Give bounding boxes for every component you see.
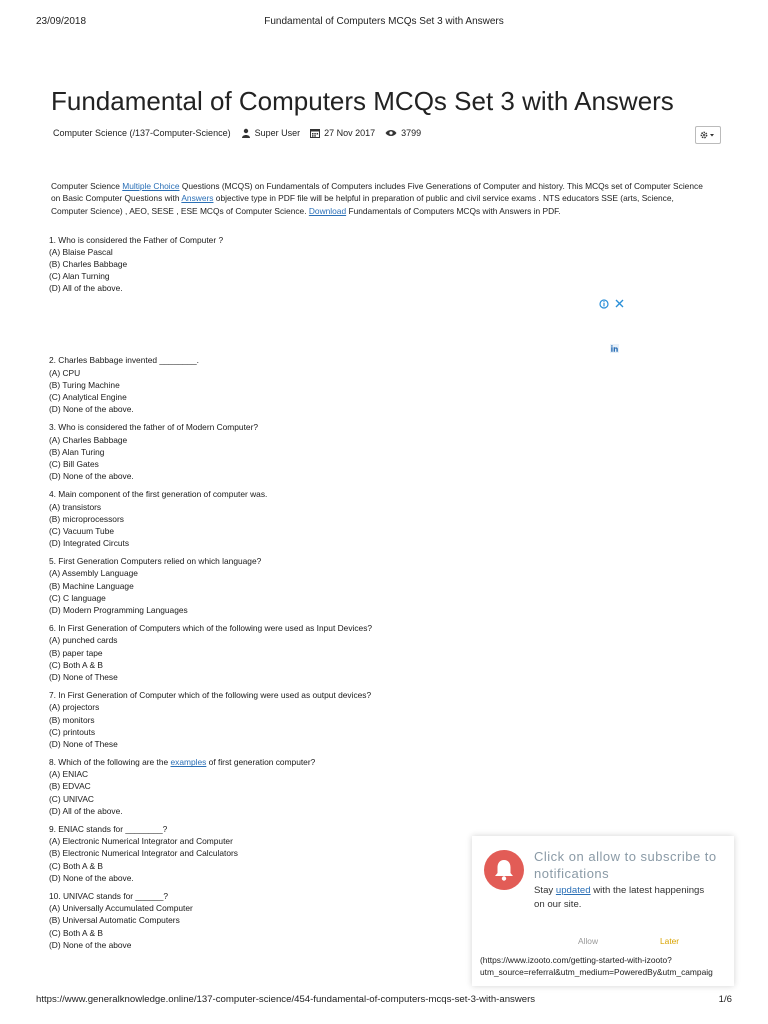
close-icon[interactable]	[615, 299, 624, 308]
print-footer	[36, 994, 732, 1008]
option: (C) Alan Turning	[49, 271, 110, 282]
category-link[interactable]: Computer Science (/137-Computer-Science)	[53, 128, 231, 138]
bell-badge	[484, 850, 524, 890]
option: (D) None of the above.	[49, 872, 134, 883]
gear-icon	[700, 131, 716, 139]
option: (D) None of the above	[49, 939, 132, 950]
question-text: 9. ENIAC stands for ________?	[49, 824, 168, 835]
option: (D) All of the above.	[49, 805, 123, 816]
option: (B) monitors	[49, 714, 95, 725]
option: (A) Universally Accumulated Computer	[49, 903, 193, 914]
option: (A) transistors	[49, 501, 102, 512]
question-text: 2. Charles Babbage invented ________.	[49, 355, 199, 366]
option: (A) punched cards	[49, 635, 118, 646]
question-text-pre: 8. Which of the following are the	[49, 757, 171, 768]
powered-by-line-1: (https://www.izooto.com/getting-started-with-izooto?	[480, 955, 672, 965]
intro-text-4: Fundamentals of Computers MCQs with Answers in PDF.	[346, 205, 561, 216]
question-item	[49, 488, 469, 548]
ad-badge	[610, 340, 619, 358]
intro-text-2: Questions (MCQS) on Fundamentals of Computers includes Five Generations of Computer and history. This MCQs set of Computer Science on Basic Computer Questions with	[51, 181, 703, 204]
later-button[interactable]: Later	[660, 936, 680, 946]
option: (C) Both A & B	[49, 927, 103, 938]
powered-by-line-2: utm_source=referral&utm_medium=PoweredBy&utm_campaig	[480, 967, 713, 977]
option: (D) None of These	[49, 671, 118, 682]
calendar-icon	[310, 128, 320, 138]
option: (B) Electronic Numerical Integrator and Calculators	[49, 848, 238, 859]
user-icon	[241, 128, 251, 138]
page-title: Fundamental of Computers MCQs Set 3 with Answers	[51, 86, 674, 116]
print-date: 23/09/2018	[36, 16, 87, 27]
option: (B) Turing Machine	[49, 379, 120, 390]
powered-by-link[interactable]	[480, 954, 734, 978]
view-count-text: 3799	[401, 128, 422, 138]
notification-headline: Click on allow to subscribe to notifications	[534, 849, 717, 881]
question-text: 5. First Generation Computers relied on which language?	[49, 556, 262, 567]
answers-link[interactable]: Answers	[181, 193, 214, 204]
author-name: Super User	[254, 128, 301, 138]
option: (A) CPU	[49, 367, 81, 378]
option: (B) Alan Turing	[49, 446, 105, 457]
question-text: 10. UNIVAC stands for ______?	[49, 891, 169, 902]
question-item	[49, 890, 469, 950]
option: (A) Assembly Language	[49, 568, 138, 579]
option: (D) None of the above.	[49, 470, 134, 481]
examples-link[interactable]: examples	[170, 757, 207, 768]
view-count	[385, 128, 421, 138]
questions-list	[49, 234, 469, 957]
linkedin-icon[interactable]	[610, 344, 619, 353]
option: (B) microprocessors	[49, 513, 124, 524]
question-text: 1. Who is considered the Father of Computer ?	[49, 235, 224, 245]
updated-link[interactable]: updated	[555, 885, 591, 896]
eye-icon	[385, 128, 397, 138]
option: (B) Universal Automatic Computers	[49, 915, 180, 926]
option: (A) ENIAC	[49, 769, 89, 780]
article-tools-button[interactable]	[695, 126, 721, 144]
question-text-post: of first generation computer?	[206, 757, 316, 768]
option: (B) paper tape	[49, 647, 103, 658]
option: (A) projectors	[49, 702, 100, 713]
question-item	[49, 234, 469, 294]
option: (A) Electronic Numerical Integrator and Computer	[49, 836, 233, 847]
option: (B) Charles Babbage	[49, 259, 128, 270]
option: (D) None of the above.	[49, 403, 134, 414]
multiple-choice-link[interactable]: Multiple Choice	[122, 181, 180, 191]
question-item	[49, 421, 469, 481]
print-header	[36, 16, 732, 30]
article-meta	[53, 128, 431, 138]
option: (C) Analytical Engine	[49, 391, 127, 402]
notification-subtext-post: with the latest happenings on our site.	[534, 885, 705, 910]
option: (C) Bill Gates	[49, 458, 99, 469]
question-item	[49, 555, 469, 615]
question-item	[49, 823, 469, 883]
author	[241, 128, 301, 138]
intro-text-3: objective type in PDF file will be helpful in preparation of public and civil service exams . NTS educators SSE (arts, Science, Computer Science) , AEO, SESE , ESE MCQs of Computer Science.	[51, 193, 674, 216]
page-url: https://www.generalknowledge.online/137-computer-science/454-fundamental-of-computers-mcqs-set-3-with-answers	[36, 994, 536, 1005]
intro-paragraph	[51, 180, 711, 217]
print-title: Fundamental of Computers MCQs Set 3 with Answers	[264, 16, 504, 27]
ad-controls	[599, 295, 624, 313]
option: (D) Modern Programming Languages	[49, 604, 188, 615]
option: (D) Integrated Circuts	[49, 537, 130, 548]
question-item	[49, 622, 469, 682]
question-item	[49, 756, 469, 816]
option: (D) All of the above.	[49, 283, 123, 294]
adchoices-icon[interactable]	[599, 299, 609, 309]
option: (B) Machine Language	[49, 580, 134, 591]
option: (C) Vacuum Tube	[49, 525, 115, 536]
option: (A) Blaise Pascal	[49, 247, 113, 258]
intro-text-1: Computer Science	[51, 181, 123, 191]
question-text: 6. In First Generation of Computers which of the following were used as Input Devices?	[49, 623, 373, 634]
option: (C) UNIVAC	[49, 793, 94, 804]
notification-subtext-pre: Stay	[534, 885, 556, 896]
question-item	[49, 354, 469, 414]
allow-button[interactable]: Allow	[578, 936, 599, 946]
question-text	[49, 756, 469, 768]
notification-prompt	[472, 836, 734, 986]
option: (C) Both A & B	[49, 860, 103, 871]
question-text: 4. Main component of the first generation of computer was.	[49, 489, 268, 500]
publish-date-text: 27 Nov 2017	[324, 128, 376, 138]
option: (C) printouts	[49, 726, 96, 737]
publish-date	[310, 128, 375, 138]
notification-subtext	[534, 884, 714, 912]
question-text: 3. Who is considered the father of of Modern Computer?	[49, 422, 259, 433]
bell-icon	[493, 858, 515, 882]
option: (C) Both A & B	[49, 659, 103, 670]
question-text: 7. In First Generation of Computer which of the following were used as output devices?	[49, 690, 372, 701]
option: (A) Charles Babbage	[49, 434, 128, 445]
page-number: 1/6	[718, 994, 732, 1005]
question-item	[49, 689, 469, 749]
download-link[interactable]: Download	[308, 205, 347, 216]
option: (B) EDVAC	[49, 781, 91, 792]
option: (C) C language	[49, 592, 106, 603]
option: (D) None of These	[49, 738, 118, 749]
